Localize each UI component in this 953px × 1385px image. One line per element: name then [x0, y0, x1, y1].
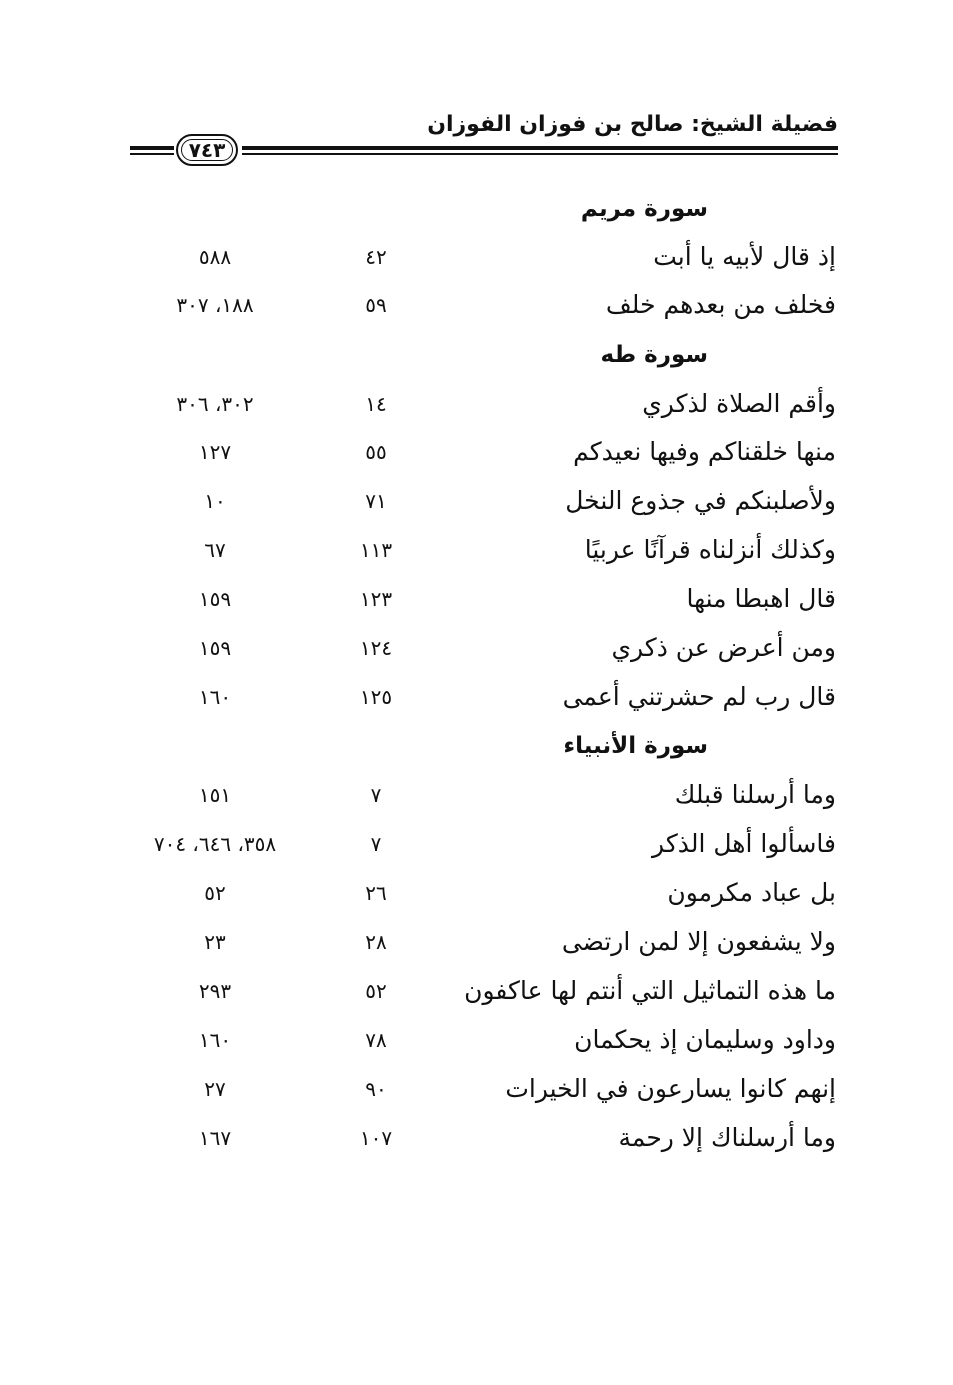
page-refs: ١٦٠ — [198, 685, 232, 709]
ayah-number: ٥٩ — [365, 293, 387, 317]
index-row — [0, 675, 953, 719]
ayah-number: ١٢٣ — [359, 587, 393, 611]
verse-text: ما هذه التماثيل التي أنتم لها عاكفون — [464, 976, 836, 1005]
verse-text: إذ قال لأبيه يا أبت — [653, 242, 836, 271]
ayah-number: ١٠٧ — [359, 1126, 393, 1150]
index-row — [0, 382, 953, 426]
header-rule-left-thin — [130, 153, 174, 155]
verse-text: وما أرسلناك إلا رحمة — [618, 1123, 836, 1152]
running-header-title: فضيلة الشيخ: صالح بن فوزان الفوزان — [427, 112, 838, 137]
index-row — [0, 1018, 953, 1062]
ayah-number: ٥٥ — [365, 440, 387, 464]
ayah-number: ١٢٥ — [359, 685, 393, 709]
page-refs: ٣٠٢، ٣٠٦ — [176, 392, 254, 416]
verse-text: وداود وسليمان إذ يحكمان — [574, 1025, 836, 1054]
index-row — [0, 969, 953, 1013]
ayah-number: ١١٣ — [359, 538, 393, 562]
index-row — [0, 822, 953, 866]
surah-heading: سورة الأنبياء — [563, 733, 708, 759]
index-row — [0, 920, 953, 964]
ayah-number: ٧ — [370, 783, 382, 807]
index-row — [0, 1067, 953, 1111]
verse-text: إنهم كانوا يسارعون في الخيرات — [505, 1074, 836, 1103]
page-refs: ١٦٠ — [198, 1028, 232, 1052]
index-row — [0, 430, 953, 474]
index-row — [0, 283, 953, 327]
ayah-number: ٧٨ — [365, 1028, 387, 1052]
verse-text: منها خلقناكم وفيها نعيدكم — [573, 437, 836, 466]
page-refs: ١٢٧ — [198, 440, 232, 464]
verse-text: ولأصلبنكم في جذوع النخل — [565, 486, 836, 515]
verse-text: وأقم الصلاة لذكري — [642, 389, 836, 418]
page-refs: ١٥٩ — [198, 587, 232, 611]
verse-text: بل عباد مكرمون — [667, 878, 836, 907]
ayah-number: ٢٦ — [365, 881, 387, 905]
header-rule-left — [130, 146, 174, 150]
verse-text: قال اهبطا منها — [686, 584, 836, 613]
verse-text: وما أرسلنا قبلك — [674, 780, 836, 809]
page-refs: ٥٢ — [204, 881, 226, 905]
page-refs: ٦٧ — [204, 538, 226, 562]
ayah-number: ٧١ — [365, 489, 387, 513]
ayah-number: ١٢٤ — [359, 636, 393, 660]
page-refs: ٥٨٨ — [198, 245, 232, 269]
ayah-number: ٩٠ — [365, 1077, 387, 1101]
page-number: ٧٤٣ — [188, 138, 226, 162]
page-refs: ١٥٩ — [198, 636, 232, 660]
page-refs: ٢٧ — [204, 1077, 226, 1101]
index-row — [0, 235, 953, 279]
ayah-number: ٧ — [370, 832, 382, 856]
page-refs: ٣٥٨، ٦٤٦، ٧٠٤ — [153, 832, 277, 856]
page-refs: ٢٩٣ — [198, 979, 232, 1003]
surah-heading: سورة طه — [600, 342, 708, 368]
ayah-number: ٤٢ — [365, 245, 387, 269]
index-row — [0, 773, 953, 817]
index-row — [0, 1116, 953, 1160]
index-row — [0, 871, 953, 915]
verse-text: قال رب لم حشرتني أعمى — [562, 682, 836, 711]
index-row — [0, 528, 953, 572]
page-number-badge — [176, 134, 238, 166]
page-refs: ٢٣ — [204, 930, 226, 954]
page-refs: ١٨٨، ٣٠٧ — [176, 293, 254, 317]
surah-heading: سورة مريم — [580, 196, 708, 222]
verse-text: فخلف من بعدهم خلف — [605, 290, 836, 319]
ayah-number: ١٤ — [365, 392, 387, 416]
page-refs: ١٠ — [204, 489, 226, 513]
header-rule-thin — [242, 153, 838, 155]
verse-text: ومن أعرض عن ذكري — [611, 633, 836, 662]
index-row — [0, 479, 953, 523]
verse-text: وكذلك أنزلناه قرآنًا عربيًا — [584, 535, 836, 564]
index-row — [0, 577, 953, 621]
ayah-number: ٢٨ — [365, 930, 387, 954]
index-row — [0, 626, 953, 670]
ayah-number: ٥٢ — [365, 979, 387, 1003]
verse-text: فاسألوا أهل الذكر — [652, 829, 836, 858]
header-rule — [242, 146, 838, 150]
page-refs: ١٦٧ — [198, 1126, 232, 1150]
page-refs: ١٥١ — [198, 783, 232, 807]
verse-text: ولا يشفعون إلا لمن ارتضى — [561, 927, 836, 956]
